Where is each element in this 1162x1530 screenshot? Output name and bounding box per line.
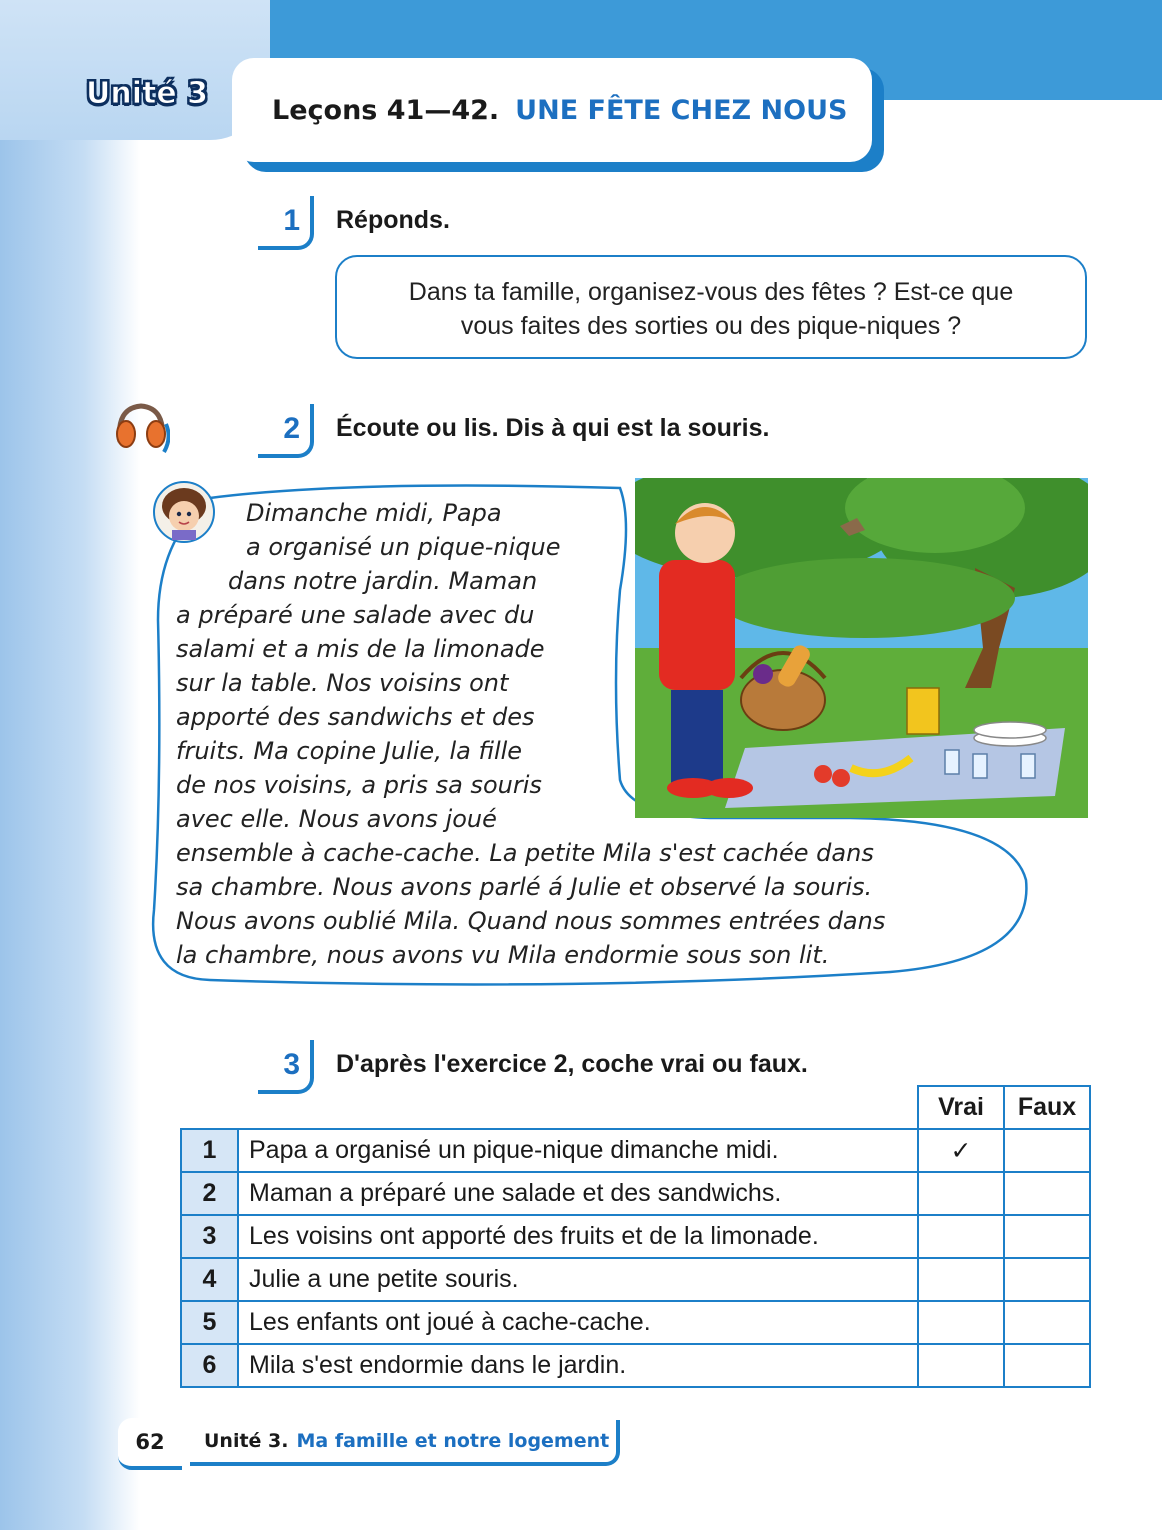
row-number: 2 <box>181 1172 238 1215</box>
row-statement: Julie a une petite souris. <box>238 1258 918 1301</box>
table-row <box>181 1301 1090 1344</box>
footer-unit-label: Unité 3. <box>204 1430 289 1452</box>
faux-checkbox[interactable] <box>1004 1215 1090 1258</box>
story-line-10: avec elle. Nous avons joué <box>176 805 497 833</box>
story-line-5: salami et a mis de la limonade <box>176 635 545 663</box>
page-number: 62 <box>118 1418 182 1470</box>
unit-badge-number: 3 <box>187 75 209 111</box>
exercise-1-question-box <box>335 255 1087 359</box>
vrai-checkbox[interactable]: ✓ <box>918 1129 1004 1172</box>
table-row <box>181 1258 1090 1301</box>
row-number: 6 <box>181 1344 238 1387</box>
lesson-numbers: Leçons 41—42. <box>272 94 500 126</box>
picnic-illustration <box>635 478 1088 818</box>
exercise-2-number: 2 <box>258 404 314 458</box>
exercise-3-title: D'après l'exercice 2, coche vrai ou faux. <box>336 1050 808 1078</box>
left-background-band <box>0 0 140 1530</box>
row-number: 5 <box>181 1301 238 1344</box>
blank-cell <box>181 1086 238 1129</box>
story-line-11: ensemble à cache-cache. La petite Mila s'est cachée dans <box>176 839 874 867</box>
table-row <box>181 1344 1090 1387</box>
lesson-title: UNE FÊTE CHEZ NOUS <box>515 94 848 126</box>
story-line-9: de nos voisins, a pris sa souris <box>176 771 542 799</box>
story-line-2: a organisé un pique-nique <box>246 533 561 561</box>
column-faux: Faux <box>1004 1086 1090 1129</box>
story-line-1: Dimanche midi, Papa <box>246 499 502 527</box>
column-vrai: Vrai <box>918 1086 1004 1129</box>
vrai-checkbox[interactable] <box>918 1215 1004 1258</box>
vrai-checkbox[interactable] <box>918 1258 1004 1301</box>
faux-checkbox[interactable] <box>1004 1258 1090 1301</box>
faux-checkbox[interactable] <box>1004 1344 1090 1387</box>
vrai-checkbox[interactable] <box>918 1172 1004 1215</box>
story-line-4: a préparé une salade avec du <box>176 601 535 629</box>
exercise-2-title: Écoute ou lis. Dis à qui est la souris. <box>336 414 770 442</box>
blank-cell <box>238 1086 918 1129</box>
row-number: 3 <box>181 1215 238 1258</box>
story-line-7: apporté des sandwichs et des <box>176 703 535 731</box>
row-statement: Les enfants ont joué à cache-cache. <box>238 1301 918 1344</box>
row-statement: Papa a organisé un pique-nique dimanche midi. <box>238 1129 918 1172</box>
lesson-title-box <box>232 58 872 162</box>
exercise-1-question-line-1: Dans ta famille, organisez-vous des fêtes ? Est-ce que <box>408 278 1014 306</box>
vrai-checkbox[interactable] <box>918 1344 1004 1387</box>
exercise-1-number: 1 <box>258 196 314 250</box>
table-row <box>181 1215 1090 1258</box>
true-false-table <box>180 1085 1091 1388</box>
story-line-8: fruits. Ma copine Julie, la fille <box>176 737 523 765</box>
vrai-checkbox[interactable] <box>918 1301 1004 1344</box>
headphones-icon[interactable] <box>112 398 170 456</box>
faux-checkbox[interactable] <box>1004 1301 1090 1344</box>
row-statement: Mila s'est endormie dans le jardin. <box>238 1344 918 1387</box>
exercise-1-question-line-2: vous faites des sorties ou des pique-niques ? <box>460 312 962 340</box>
story-line-6: sur la table. Nos voisins ont <box>176 669 509 697</box>
story-line-12: sa chambre. Nous avons parlé á Julie et observé la souris. <box>176 873 873 901</box>
footer-unit-subtitle: Ma famille et notre logement <box>296 1430 610 1452</box>
row-number: 1 <box>181 1129 238 1172</box>
exercise-1-title: Réponds. <box>336 206 450 234</box>
table-header-row <box>181 1086 1090 1129</box>
faux-checkbox[interactable] <box>1004 1129 1090 1172</box>
row-statement: Les voisins ont apporté des fruits et de la limonade. <box>238 1215 918 1258</box>
footer-unit-title <box>190 1420 620 1466</box>
table-row <box>181 1172 1090 1215</box>
unit-badge <box>82 68 212 118</box>
story-line-3: dans notre jardin. Maman <box>228 567 538 595</box>
unit-badge-word: Unité <box>85 75 177 111</box>
story-line-14: la chambre, nous avons vu Mila endormie sous son lit. <box>176 941 830 969</box>
exercise-3-number: 3 <box>258 1040 314 1094</box>
row-statement: Maman a préparé une salade et des sandwichs. <box>238 1172 918 1215</box>
story-line-13: Nous avons oublié Mila. Quand nous sommes entrées dans <box>176 907 886 935</box>
row-number: 4 <box>181 1258 238 1301</box>
table-row <box>181 1129 1090 1172</box>
faux-checkbox[interactable] <box>1004 1172 1090 1215</box>
